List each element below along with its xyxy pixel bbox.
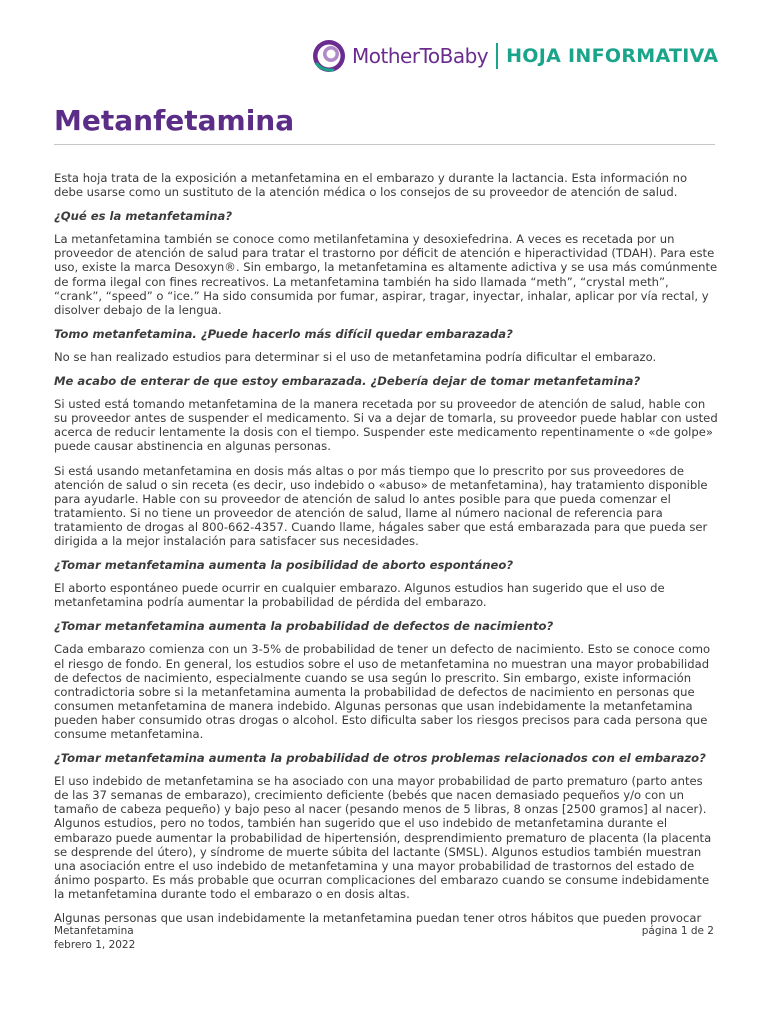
body-paragraph: Algunas personas que usan indebidamente la metanfetamina puedan tener otros hábitos que pueden provocar bbox=[54, 911, 702, 926]
body-paragraph: Si está usando metanfetamina en dosis más altas o por más tiempo que lo prescrito por sus proveedores de atención de salud o sin receta (es decir, uso indebido o «abuso» de metanfetamina), hay tratamiento disponible para ayudarle. Hable con su proveedor de atención de salud lo antes posible para que pueda comenzar el tratamiento. Si no tiene un proveedor de atención de salud, llame al número nacional de referencia para tratamiento de drogas al 800-662-4357. Cuando llame, hágales saber que está embarazada para que pueda ser dirigida a la mejor instalación para satisfacer sus necesidades. bbox=[54, 463, 708, 548]
body-paragraph: Si usted está tomando metanfetamina de la manera recetada por su proveedor de atención de salud, hable con su proveedor antes de suspender el medicamento. Si va a dejar de tomarla, su proveedor puede hablar con usted acerca de reducir lentamente la dosis con el tiempo. Suspender este medicamento repentinamente o «de golpe» puede causar abstinencia en algunas personas. bbox=[54, 397, 718, 454]
body-paragraph: El uso indebido de metanfetamina se ha asociado con una mayor probabilidad de parto prematuro (parto antes de las 37 semanas de embarazo), crecimiento deficiente (bebés que nacen demasiado pequeños y/o con un tamaño de cabeza pequeño) y bajo peso al nacer (pesando menos de 5 libras, 8 onzas [2500 gramos] al nacer). Algunos estudios, pero no todos, también han sugerido que el uso indebido de metanfetamina durante el embarazo puede aumentar la probabilidad de hipertensión, desprendimiento prematuro de placenta (la placenta se desprende del útero), y síndrome de muerte súbita del lactante (SMSL). Algunos estudios también muestran una asociación entre el uso indebido de metanfetamina y una mayor probabilidad de trastornos del estado de ánimo posparto. Es más probable que ocurran complicaciones del embarazo cuando se consume indebidamente la metanfetamina durante todo el embarazo o en dosis altas. bbox=[54, 774, 712, 901]
body-paragraph: Esta hoja trata de la exposición a metanfetamina en el embarazo y durante la lactancia. Esta información no debe usarse como un sustituto de la atención médica o los consejos de su proveedor de atención de salud. bbox=[54, 171, 688, 200]
body-paragraph: El aborto espontáneo puede ocurrir en cualquier embarazo. Algunos estudios han sugerido que el uso de metanfetamina podría aumentar la probabilidad de pérdida del embarazo. bbox=[54, 581, 665, 610]
body-paragraph: La metanfetamina también se conoce como metilanfetamina y desoxiefedrina. A veces es recetada por un proveedor de atención de salud para tratar el trastorno por déficit de atención e hiperactividad (TDAH). Para este uso, existe la marca Desoxyn®. Sin embargo, la metanfetamina es altamente adictiva y se usa más comúnmente de forma ilegal con fines recreativos. La metanfetamina también ha sido llamada “meth”, “crystal meth”, “crank”, “speed” o “ice.” Ha sido consumida por fumar, aspirar, tragar, inyectar, inhalar, aplicar por vía rectal, y disolver debajo de la lengua. bbox=[54, 232, 718, 317]
footer-left bbox=[54, 924, 135, 952]
document-type-label: HOJA INFORMATIVA bbox=[506, 45, 719, 67]
body-paragraph: Cada embarazo comienza con un 3-5% de probabilidad de tener un defecto de nacimiento. Esto se conoce como el riesgo de fondo. En general, los estudios sobre el uso de metanfetamina no muestran una mayor probabilidad de defectos de nacimiento, especialmente cuando se usa según lo prescrito. Sin embargo, existe información contradictoria sobre si la metanfetamina aumenta la probabilidad de defectos de nacimiento en personas que consumen metanfetamina de manera indebido. Algunas personas que usan indebidamente la metanfetamina pueden haber consumido otras drogas o alcohol. Esto dificulta saber los riesgos precisos para cada persona que consume metanfetamina. bbox=[54, 642, 711, 741]
page-number: página 1 de 2 bbox=[641, 925, 714, 937]
section-question: ¿Tomar metanfetamina aumenta la probabilidad de otros problemas relacionados con el embarazo? bbox=[54, 751, 706, 766]
section-question: ¿Tomar metanfetamina aumenta la posibilidad de aborto espontáneo? bbox=[54, 558, 514, 573]
section-question: Tomo metanfetamina. ¿Puede hacerlo más difícil quedar embarazada? bbox=[54, 326, 513, 341]
header-divider bbox=[496, 43, 498, 69]
document-body bbox=[54, 171, 718, 935]
body-paragraph: No se han realizado estudios para determinar si el uso de metanfetamina podría dificultar el embarazo. bbox=[54, 349, 657, 364]
section-question: ¿Qué es la metanfetamina? bbox=[54, 209, 233, 224]
title-divider bbox=[54, 144, 715, 145]
brand-name: MotherToBaby bbox=[352, 44, 489, 68]
section-question: Me acabo de enterar de que estoy embarazada. ¿Debería dejar de tomar metanfetamina? bbox=[54, 374, 641, 389]
page-title: Metanfetamina bbox=[54, 104, 295, 137]
header bbox=[312, 38, 732, 74]
mothertobaby-logo-icon bbox=[312, 39, 346, 73]
footer-date: febrero 1, 2022 bbox=[54, 939, 136, 951]
footer-doc-name: Metanfetamina bbox=[54, 925, 134, 937]
section-question: ¿Tomar metanfetamina aumenta la probabilidad de defectos de nacimiento? bbox=[54, 619, 554, 634]
